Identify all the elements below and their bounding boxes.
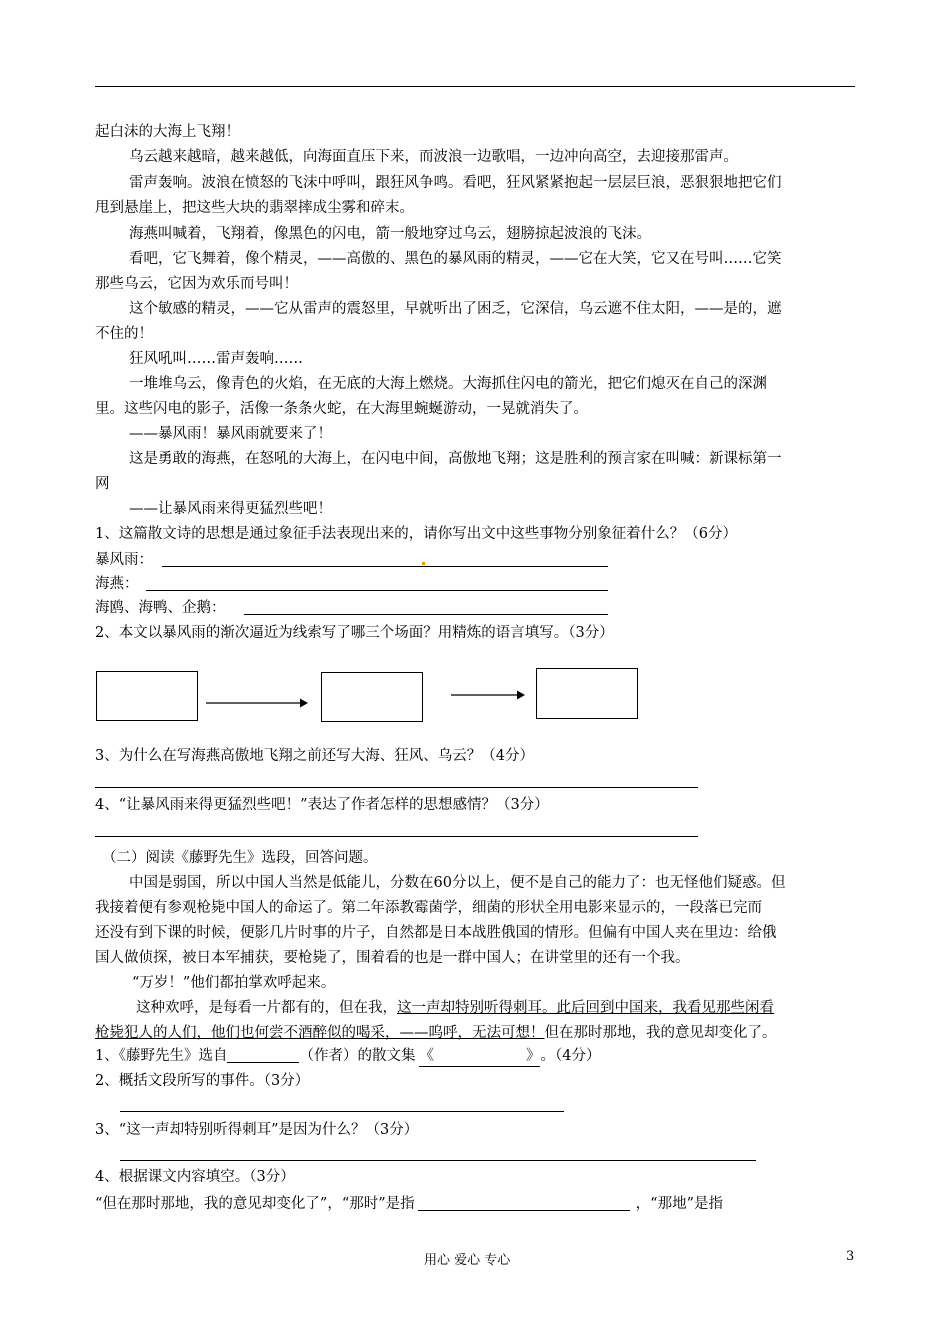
poem-line: ——让暴风雨来得更猛烈些吧！ xyxy=(129,501,332,517)
s2q1-author-blank[interactable] xyxy=(227,1048,299,1063)
poem-line: 那些乌云，它因为欢乐而号叫！ xyxy=(95,276,298,292)
s2-question-2: 2、概括文段所写的事件。（3分） xyxy=(95,1073,310,1089)
passage-underlined-text: 这一声却特别听得刺耳。此后回到中国来，我看见那些闲看 xyxy=(397,1000,774,1016)
poem-line: 这个敏感的精灵，——它从雷声的震怒里，早就听出了困乏，它深信，乌云遮不住太阳，——是的，遮 xyxy=(129,301,782,317)
section-2-heading: （二）阅读《藤野先生》选段，回答问题。 xyxy=(102,850,378,866)
s2q4-text-a: “但在那时那地，我的意见却变化了”，“那时”是指 xyxy=(95,1196,415,1212)
s2q2-answer-line[interactable] xyxy=(120,1111,564,1112)
poem-line: 雷声轰响。波浪在愤怒的飞沫中呼叫，跟狂风争鸣。看吧，狂风紧紧抱起一层层巨浪，恶狠狠地把它们 xyxy=(129,175,782,191)
q1-answer-storm[interactable] xyxy=(162,566,608,567)
passage-line: “万岁！”他们都拍掌欢呼起来。 xyxy=(132,975,336,991)
q1-answer-petrel[interactable] xyxy=(146,590,608,591)
passage-line: 还没有到下课的时候，便影几片时事的片子，自然都是日本战胜俄国的情形。但偏有中国人夹在里边：给俄 xyxy=(95,925,777,941)
s2-question-1 xyxy=(95,1046,600,1067)
question-2: 2、本文以暴风雨的渐次逼近为线索写了哪三个场面？用精炼的语言填写。（3分） xyxy=(95,625,614,641)
s2q1-suffix: 。（4分） xyxy=(540,1048,601,1064)
passage-line: 国人做侦探，被日本军捕获，要枪毙了，围着看的也是一群中国人；在讲堂里的还有一个我。 xyxy=(95,950,690,966)
q1-label-birds: 海鸥、海鸭、企鹅： xyxy=(95,600,226,616)
s2q1-close-quote: 》 xyxy=(525,1048,541,1064)
scene-box-1[interactable] xyxy=(96,671,198,721)
q1-label-petrel: 海燕： xyxy=(95,576,139,592)
header-rule xyxy=(95,86,855,87)
poem-line: 网 xyxy=(95,476,110,492)
poem-line: 甩到悬崖上，把这些大块的翡翠摔成尘雾和碎末。 xyxy=(95,200,414,216)
s2q3-answer-line[interactable] xyxy=(120,1160,756,1161)
question-3: 3、为什么在写海燕高傲地飞翔之前还写大海、狂风、乌云？（4分） xyxy=(95,748,534,764)
passage-plain-text: 这种欢呼，是每看一片都有的，但在我， xyxy=(136,1000,397,1016)
q1-answer-birds[interactable] xyxy=(244,614,608,615)
s2q1-collection-blank[interactable] xyxy=(419,1046,540,1067)
footer-motto: 用心 爱心 专心 xyxy=(424,1253,511,1268)
s2q1-prefix: 1、《藤野先生》选自 xyxy=(95,1048,228,1064)
poem-line: 一堆堆乌云，像青色的火焰，在无底的大海上燃烧。大海抓住闪电的箭光，把它们熄灭在自己的深渊 xyxy=(129,376,767,392)
passage-plain-text: 但在那时那地，我的意见却变化了。 xyxy=(544,1025,777,1041)
question-1: 1、这篇散文诗的思想是通过象征手法表现出来的，请你写出文中这些事物分别象征着什么？（6分） xyxy=(95,526,737,542)
arrow-icon xyxy=(451,689,525,701)
arrow-icon xyxy=(206,697,308,709)
s2q1-open-quote: 《 xyxy=(419,1048,434,1064)
passage-line: 我接着便有参观枪毙中国人的命运了。第二年添教霉菌学，细菌的形状全用电影来显示的，一段落已完而 xyxy=(95,900,762,916)
poem-line: 海燕叫喊着，飞翔着，像黑色的闪电，箭一般地穿过乌云，翅膀掠起波浪的飞沫。 xyxy=(129,226,651,242)
passage-line xyxy=(136,998,774,1018)
stray-mark xyxy=(422,562,425,565)
s2q1-middle: （作者）的散文集 xyxy=(299,1048,416,1064)
poem-line: 里。这些闪电的影子，活像一条条火蛇，在大海里蜿蜒游动，一晃就消失了。 xyxy=(95,401,588,417)
scene-box-2[interactable] xyxy=(321,672,423,722)
poem-line: 起白沫的大海上飞翔！ xyxy=(95,124,240,140)
s2-question-4: 4、根据课文内容填空。（3分） xyxy=(95,1169,295,1185)
poem-line: 乌云越来越暗，越来越低，向海面直压下来，而波浪一边歌唱，一边冲向高空，去迎接那雷声。 xyxy=(129,149,738,165)
poem-line: 这是勇敢的海燕，在怒吼的大海上，在闪电中间，高傲地飞翔；这是胜利的预言家在叫喊：新课标第一 xyxy=(129,451,782,467)
question-4: 4、“让暴风雨来得更猛烈些吧！”表达了作者怎样的思想感情？（3分） xyxy=(95,797,549,813)
s2q4-text-b: ，“那地”是指 xyxy=(635,1196,723,1212)
q1-label-storm: 暴风雨： xyxy=(95,552,153,568)
passage-underlined-text: 枪毙犯人的人们，他们也何尝不酒醉似的喝采，——呜呼，无法可想！ xyxy=(95,1025,545,1041)
s2q4-time-blank[interactable] xyxy=(418,1196,630,1211)
page-number: 3 xyxy=(846,1249,855,1264)
poem-line: 看吧，它飞舞着，像个精灵，——高傲的、黑色的暴风雨的精灵，——它在大笑，它又在号叫……它笑 xyxy=(129,251,782,267)
scene-box-3[interactable] xyxy=(536,668,638,719)
passage-line: 中国是弱国，所以中国人当然是低能儿，分数在60分以上，便不是自己的能力了：也无怪他们疑惑。但 xyxy=(129,875,786,891)
poem-line: 狂风吼叫……雷声轰响…… xyxy=(129,351,303,367)
s2-question-3: 3、“这一声却特别听得刺耳”是因为什么？（3分） xyxy=(95,1122,419,1138)
s2q4-fill-line xyxy=(95,1194,723,1214)
poem-line: ——暴风雨！暴风雨就要来了！ xyxy=(129,426,332,442)
q4-answer-line[interactable] xyxy=(95,836,698,837)
q3-answer-line[interactable] xyxy=(95,787,698,788)
poem-line: 不住的！ xyxy=(95,326,153,342)
passage-line xyxy=(95,1023,777,1043)
